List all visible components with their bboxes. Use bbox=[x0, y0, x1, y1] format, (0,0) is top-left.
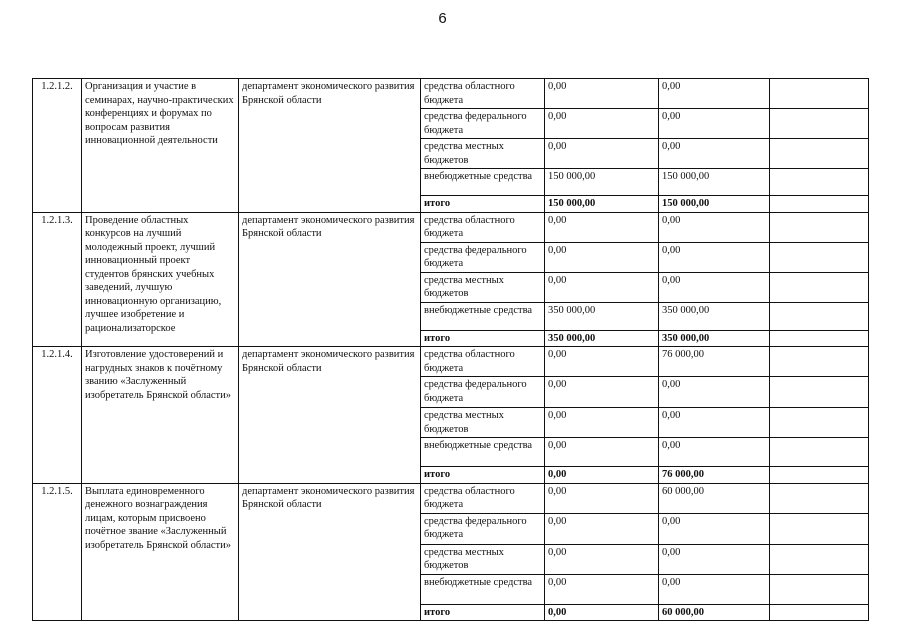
amount-col-1: 0,00 bbox=[545, 544, 659, 574]
amount-col-1: 350 000,00 bbox=[545, 330, 659, 347]
empty-cell bbox=[770, 574, 869, 604]
activity-executor: департамент экономического развития Брянской области bbox=[239, 79, 421, 213]
amount-col-2: 0,00 bbox=[659, 242, 770, 272]
activity-number: 1.2.1.5. bbox=[33, 483, 82, 621]
amount-col-1: 0,00 bbox=[545, 574, 659, 604]
funding-source: средства местных бюджетов bbox=[421, 408, 545, 438]
amount-col-1: 0,00 bbox=[545, 272, 659, 302]
funding-source: средства областного бюджета bbox=[421, 79, 545, 109]
funding-source: средства местных бюджетов bbox=[421, 272, 545, 302]
empty-cell bbox=[770, 302, 869, 330]
funding-source: внебюджетные средства bbox=[421, 302, 545, 330]
amount-col-1: 150 000,00 bbox=[545, 196, 659, 213]
funding-source: средства местных бюджетов bbox=[421, 544, 545, 574]
funding-source: средства федерального бюджета bbox=[421, 242, 545, 272]
empty-cell bbox=[770, 330, 869, 347]
amount-col-2: 150 000,00 bbox=[659, 169, 770, 196]
amount-col-2: 0,00 bbox=[659, 212, 770, 242]
amount-col-1: 350 000,00 bbox=[545, 302, 659, 330]
table-body bbox=[33, 79, 869, 621]
funding-source: средства федерального бюджета bbox=[421, 513, 545, 544]
amount-col-2: 0,00 bbox=[659, 574, 770, 604]
amount-col-1: 0,00 bbox=[545, 408, 659, 438]
funding-source: средства областного бюджета bbox=[421, 212, 545, 242]
amount-col-1: 0,00 bbox=[545, 604, 659, 621]
funding-source: внебюджетные средства bbox=[421, 574, 545, 604]
page-number: 6 bbox=[438, 10, 447, 27]
amount-col-1: 0,00 bbox=[545, 513, 659, 544]
amount-col-1: 0,00 bbox=[545, 79, 659, 109]
amount-col-2: 350 000,00 bbox=[659, 302, 770, 330]
empty-cell bbox=[770, 272, 869, 302]
amount-col-2: 350 000,00 bbox=[659, 330, 770, 347]
funding-source: итого bbox=[421, 604, 545, 621]
activity-number: 1.2.1.3. bbox=[33, 212, 82, 347]
activity-name: Выплата единовременного денежного вознаграждения лицам, которым присвоено почётное звание «Заслуженный изобретатель Брянской области» bbox=[82, 483, 239, 621]
amount-col-2: 60 000,00 bbox=[659, 483, 770, 513]
amount-col-2: 60 000,00 bbox=[659, 604, 770, 621]
amount-col-2: 0,00 bbox=[659, 139, 770, 169]
amount-col-2: 0,00 bbox=[659, 272, 770, 302]
empty-cell bbox=[770, 438, 869, 467]
amount-col-2: 0,00 bbox=[659, 109, 770, 139]
empty-cell bbox=[770, 212, 869, 242]
amount-col-1: 0,00 bbox=[545, 347, 659, 377]
empty-cell bbox=[770, 604, 869, 621]
amount-col-2: 0,00 bbox=[659, 79, 770, 109]
amount-col-2: 76 000,00 bbox=[659, 347, 770, 377]
empty-cell bbox=[770, 544, 869, 574]
amount-col-2: 150 000,00 bbox=[659, 196, 770, 213]
activity-name: Организация и участие в семинарах, научно-практических конференциях и форумах по вопросам развития инновационной деятельности bbox=[82, 79, 239, 213]
funding-source: внебюджетные средства bbox=[421, 169, 545, 196]
amount-col-1: 0,00 bbox=[545, 109, 659, 139]
empty-cell bbox=[770, 408, 869, 438]
amount-col-1: 0,00 bbox=[545, 467, 659, 484]
amount-col-1: 0,00 bbox=[545, 212, 659, 242]
funding-source: итого bbox=[421, 330, 545, 347]
funding-source: средства областного бюджета bbox=[421, 483, 545, 513]
amount-col-2: 0,00 bbox=[659, 513, 770, 544]
empty-cell bbox=[770, 109, 869, 139]
activity-executor: департамент экономического развития Брянской области bbox=[239, 483, 421, 621]
empty-cell bbox=[770, 347, 869, 377]
activity-executor: департамент экономического развития Брянской области bbox=[239, 347, 421, 484]
amount-col-2: 0,00 bbox=[659, 377, 770, 408]
funding-row bbox=[33, 347, 869, 377]
activity-number: 1.2.1.4. bbox=[33, 347, 82, 484]
amount-col-2: 0,00 bbox=[659, 544, 770, 574]
funding-row bbox=[33, 79, 869, 109]
funding-source: итого bbox=[421, 196, 545, 213]
amount-col-1: 0,00 bbox=[545, 377, 659, 408]
empty-cell bbox=[770, 483, 869, 513]
funding-source: средства областного бюджета bbox=[421, 347, 545, 377]
amount-col-1: 150 000,00 bbox=[545, 169, 659, 196]
funding-row bbox=[33, 483, 869, 513]
amount-col-2: 0,00 bbox=[659, 408, 770, 438]
empty-cell bbox=[770, 467, 869, 484]
amount-col-1: 0,00 bbox=[545, 438, 659, 467]
empty-cell bbox=[770, 139, 869, 169]
activity-name: Проведение областных конкурсов на лучший молодежный проект, лучший инновационный проект студентов брянских учебных заведений, лучшую инновационную организацию, лучшее изобретение и рационализаторское bbox=[82, 212, 239, 347]
empty-cell bbox=[770, 377, 869, 408]
empty-cell bbox=[770, 242, 869, 272]
activity-name: Изготовление удостоверений и нагрудных знаков к почётному званию «Заслуженный изобретатель Брянской области» bbox=[82, 347, 239, 484]
amount-col-1: 0,00 bbox=[545, 242, 659, 272]
amount-col-1: 0,00 bbox=[545, 483, 659, 513]
empty-cell bbox=[770, 513, 869, 544]
empty-cell bbox=[770, 79, 869, 109]
empty-cell bbox=[770, 196, 869, 213]
funding-source: средства федерального бюджета bbox=[421, 377, 545, 408]
amount-col-1: 0,00 bbox=[545, 139, 659, 169]
funding-row bbox=[33, 212, 869, 242]
amount-col-2: 76 000,00 bbox=[659, 467, 770, 484]
activity-number: 1.2.1.2. bbox=[33, 79, 82, 213]
amount-col-2: 0,00 bbox=[659, 438, 770, 467]
empty-cell bbox=[770, 169, 869, 196]
program-activities-table bbox=[32, 78, 869, 621]
funding-source: средства федерального бюджета bbox=[421, 109, 545, 139]
funding-source: внебюджетные средства bbox=[421, 438, 545, 467]
funding-source: итого bbox=[421, 467, 545, 484]
funding-source: средства местных бюджетов bbox=[421, 139, 545, 169]
activity-executor: департамент экономического развития Брянской области bbox=[239, 212, 421, 347]
